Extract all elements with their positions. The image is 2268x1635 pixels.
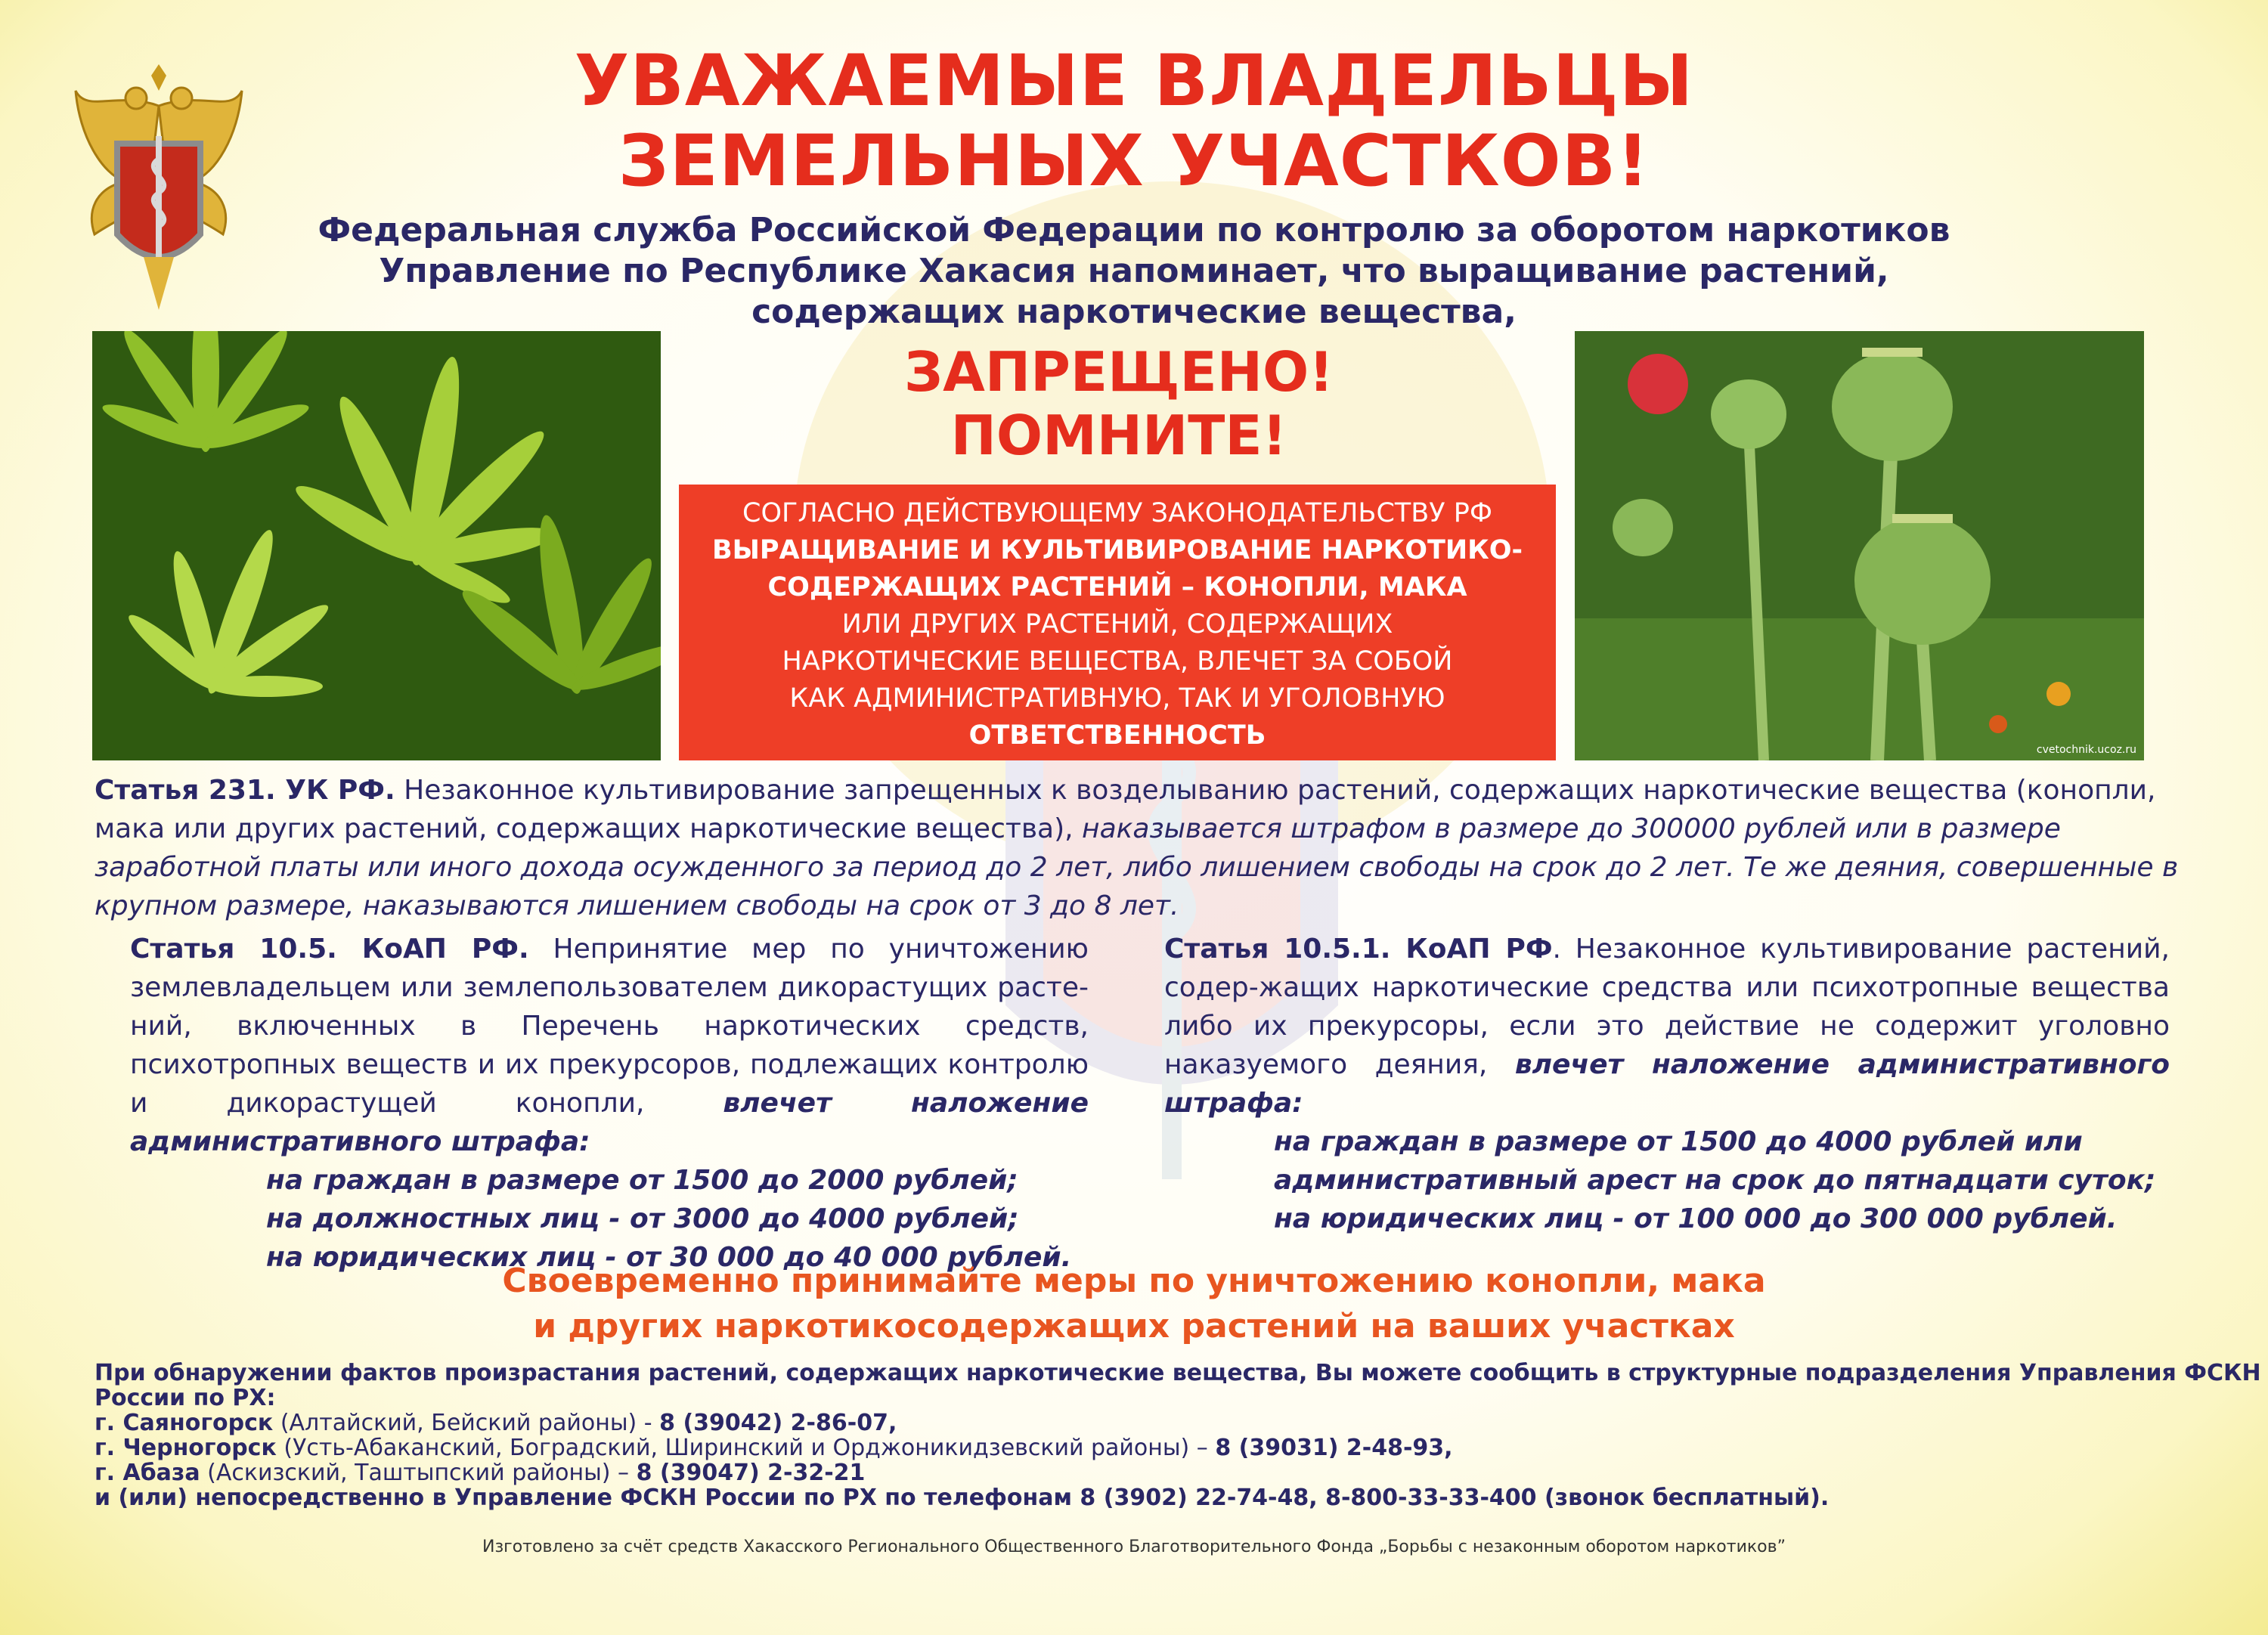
article-10-5-1-fine-3: на юридических лиц - от 100 000 до 300 000 рублей. [1274,1203,2118,1234]
article-10-5-1-text: . Незаконное культивирование растений, содер-жащих наркотические средства или психотропные вещества либо их прекурсоры, если это действие не содержит уголовно наказуемого деяния, [1164,934,2170,1080]
contact-city: г. Черногорск [94,1435,277,1461]
contact-city: г. Саяногорск [94,1410,274,1436]
article-231-penalty: наказывается штрафом в размере до 300000 рублей или в размере заработной платы или иного дохода осужденного за период до 2 лет, либо лишением свободы на срок до 2 лет. Те же деяния, совершенные в крупном размере, наказываются лишением свободы на срок от 3 до 8 лет. [94,813,2179,921]
callout-line-2: и других наркотикосодержащих растений на ваших участках [533,1307,1735,1345]
article-10-5-1-label: Статья 10.5.1. КоАП РФ [1164,934,1553,965]
poppy-heads-icon [1575,331,2144,760]
contacts-block [94,1360,2261,1511]
footer-note: Изготовлено за счёт средств Хакасского Регионального Общественного Благотворительного Фонда „Борьбы с незаконным оборотом наркотиков” [482,1537,1786,1556]
photo-credit: cvetochnik.ucoz.ru [2036,744,2136,756]
contact-city: г. Абаза [94,1460,200,1486]
article-10-5-1-penalty: влечет наложение административного штрафа: [1164,1049,2170,1119]
headline-line-2: ЗЕМЕЛЬНЫХ УЧАСТКОВ! [618,120,1650,203]
law-notice-line-5: НАРКОТИЧЕСКИЕ ВЕЩЕСТВА, ВЛЕЧЕТ ЗА СОБОЙ [782,646,1453,677]
callout-line-1: Своевременно принимайте меры по уничтожению конопли, мака [502,1262,1766,1300]
contact-area: (Алтайский, Бейский районы) - [273,1410,660,1436]
article-10-5-text: Непринятие мер по уничтожению землевладельцем или землепользователем дикорастущих расте-ний, включенных в Перечень наркотических средств, психотропных веществ и их прекурсоров, подлежащих контролю и дикорастущей конопли, [130,934,1089,1119]
page-title [272,42,1996,202]
article-10-5-1 [1164,930,2170,1238]
contact-row [94,1410,2204,1435]
law-notice-line-1: СОГЛАСНО ДЕЙСТВУЮЩЕМУ ЗАКОНОДАТЕЛЬСТВУ РФ [742,498,1492,528]
article-10-5 [130,930,1089,1277]
poppy-photo [1575,331,2144,760]
article-231-text: Незаконное культивирование запрещенных к возделыванию растений, содержащих наркотические вещества (конопли, мака или других растений, содержащих наркотические вещества), [94,775,2156,844]
contact-area: (Усть-Абаканский, Боградский, Ширинский и Орджоникидзевский районы) – [276,1435,1216,1461]
law-notice-line-3: СОДЕРЖАЩИХ РАСТЕНИЙ – КОНОПЛИ, МАКА [767,572,1467,602]
headline-line-1: УВАЖАЕМЫЕ ВЛАДЕЛЬЦЫ [574,40,1694,122]
contacts-intro-1: При обнаружении фактов произрастания растений, содержащих наркотические вещества, Вы можете сообщить в структурные подразделения Управления ФСКН [94,1360,2261,1386]
law-notice-line-4: ИЛИ ДРУГИХ РАСТЕНИЙ, СОДЕРЖАЩИХ [841,609,1393,639]
article-10-5-penalty: влечет наложение административного штрафа: [130,1088,1089,1157]
law-notice-box [679,485,1556,760]
subheading-line-1: Федеральная служба Российской Федерации по контролю за оборотом наркотиков [318,211,1950,249]
article-10-5-fine-1: на граждан в размере от 1500 до 2000 рублей; [266,1165,1018,1196]
law-notice-line-7: ОТВЕТСТВЕННОСТЬ [968,720,1266,751]
cannabis-photo [92,331,661,760]
action-callout [227,1259,2041,1349]
fskn-emblem-icon [72,60,246,317]
article-231-label: Статья 231. УК РФ. [94,775,395,806]
article-10-5-1-fine-1: на граждан в размере от 1500 до 4000 рублей или [1274,1126,2083,1157]
contacts-final: и (или) непосредственно в Управление ФСКН России по РХ по телефонам 8 (3902) 22-74-48, 8-800-33-33-400 (звонок бесплатный). [94,1485,1830,1511]
subheading-line-3: содержащих наркотические вещества, [751,293,1517,331]
subheading-line-2: Управление по Республике Хакасия напоминает, что выращивание растений, [379,252,1889,290]
article-10-5-label: Статья 10.5. КоАП РФ. [130,934,529,965]
forbidden-heading [673,340,1565,467]
contact-row [94,1435,2204,1460]
contact-row [94,1460,2204,1485]
forbidden-line-1: ЗАПРЕЩЕНО! [903,340,1334,404]
article-10-5-fine-3: на юридических лиц - от 30 000 до 40 000 рублей. [266,1242,1072,1273]
article-10-5-fine-2: на должностных лиц - от 3000 до 4000 рублей; [266,1203,1019,1234]
contacts-intro-2: России по РХ: [94,1385,276,1411]
article-231 [94,771,2204,925]
law-notice-line-6: КАК АДМИНИСТРАТИВНУЮ, ТАК И УГОЛОВНУЮ [789,683,1445,714]
cannabis-leaves-icon [92,331,661,760]
contact-phone: 8 (39042) 2-86-07, [659,1410,897,1436]
subheading [272,210,1996,333]
law-notice-line-2: ВЫРАЩИВАНИЕ И КУЛЬТИВИРОВАНИЕ НАРКОТИКО- [711,535,1523,565]
contact-phone: 8 (39031) 2-48-93, [1215,1435,1453,1461]
article-10-5-1-fine-2: административный арест на срок до пятнадцати суток; [1274,1165,2156,1196]
forbidden-line-2: ПОМНИТЕ! [950,404,1287,467]
contact-area: (Аскизский, Таштыпский районы) – [200,1460,637,1486]
contact-phone: 8 (39047) 2-32-21 [636,1460,866,1486]
